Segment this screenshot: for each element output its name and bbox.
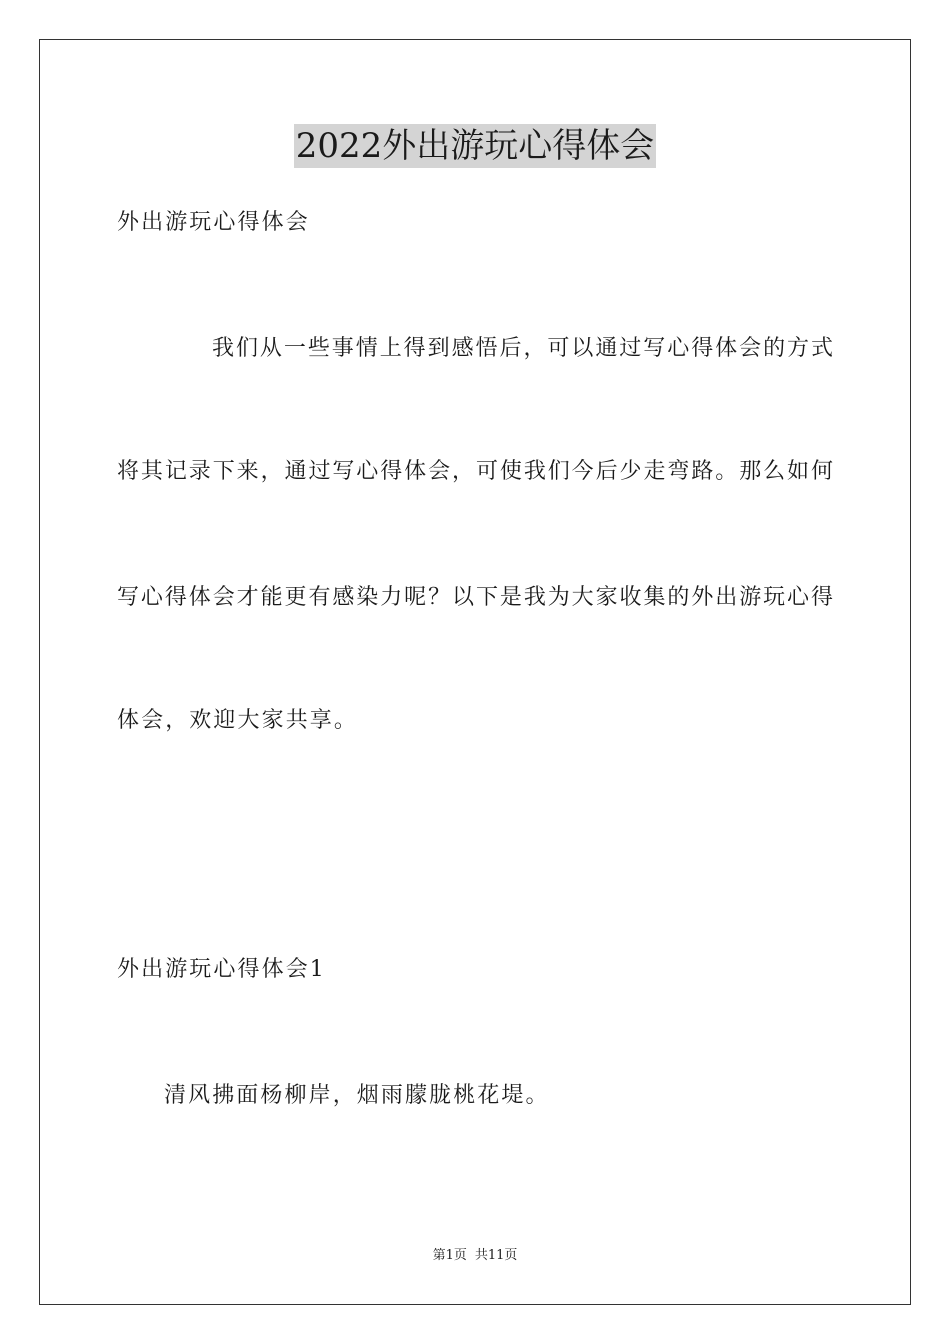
- title-container: [0, 124, 950, 168]
- section-first-line: 清风拂面杨柳岸，烟雨朦胧桃花堤。: [164, 1083, 550, 1108]
- intro-line-3: 写心得体会才能更有感染力呢？以下是我为大家收集的外出游玩心得: [117, 585, 833, 610]
- page-number: 第1页: [432, 1248, 467, 1263]
- document-title: 2022外出游玩心得体会: [295, 126, 655, 166]
- intro-line-1: 我们从一些事情上得到感悟后，可以通过写心得体会的方式: [212, 336, 833, 361]
- intro-line-4: 体会，欢迎大家共享。: [117, 708, 359, 733]
- page-footer: [0, 1247, 950, 1265]
- intro-line-2: 将其记录下来，通过写心得体会，可使我们今后少走弯路。那么如何: [117, 459, 833, 484]
- page-total: 共11页: [474, 1248, 518, 1263]
- section-heading: 外出游玩心得体会1: [117, 957, 326, 982]
- document-subtitle: 外出游玩心得体会: [117, 210, 310, 235]
